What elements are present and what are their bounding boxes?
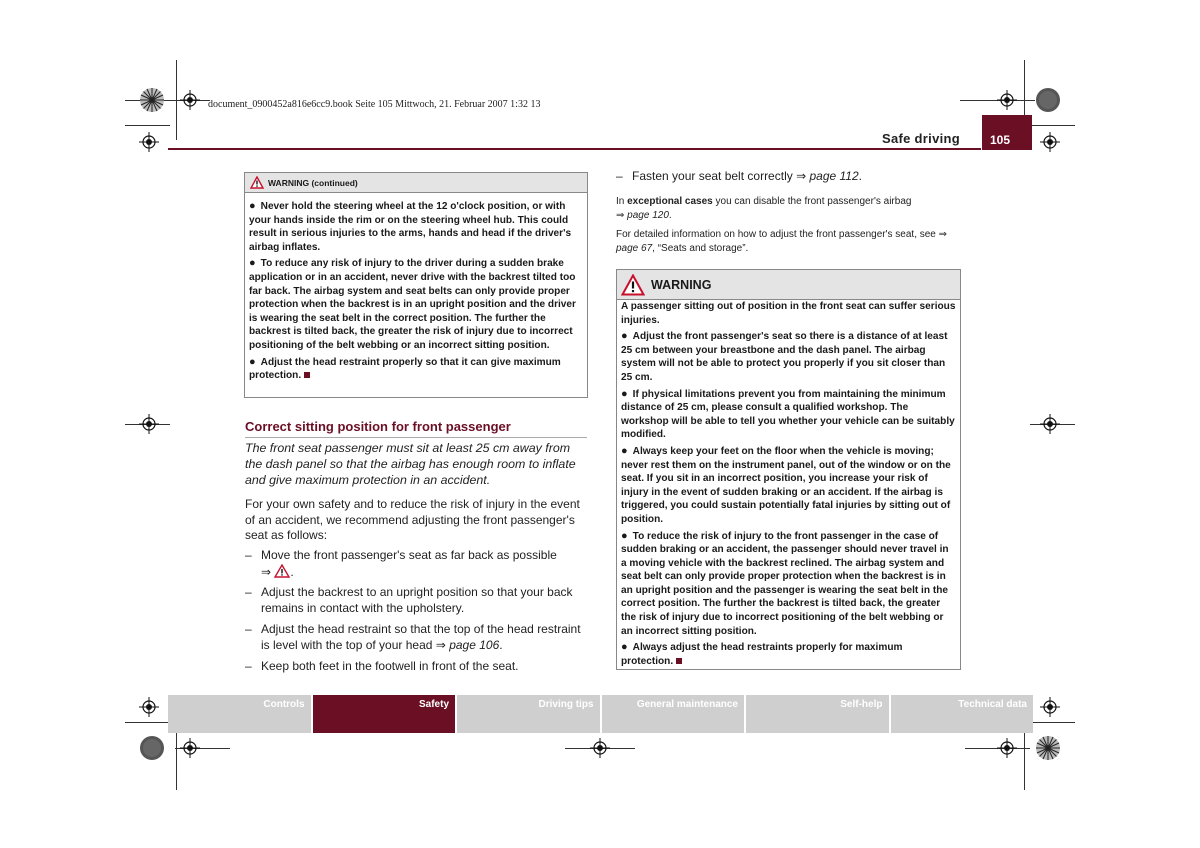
- page-reference-link[interactable]: page 106: [449, 637, 500, 652]
- warning-item: ● Adjust the front passenger's seat so there is a distance of at least 25 cm between your breastbone and the dash panel. The airbag system will not be able to protect you properly if you sit closer than 25 cm.: [621, 330, 948, 383]
- step-item: – Move the front passenger's seat as far back as possible ⇒ .: [245, 548, 557, 579]
- crop-line: [1030, 722, 1075, 723]
- warning-triangle-icon: [274, 564, 290, 578]
- sunburst-mark-icon: [1035, 87, 1061, 113]
- bullet: ●: [249, 200, 256, 212]
- tab-safety[interactable]: Safety: [313, 695, 456, 733]
- registration-mark-icon: [180, 738, 200, 758]
- paragraph: In exceptional cases you can disable the front passenger's airbag ⇒ page 120.: [616, 196, 912, 221]
- paragraph: For detailed information on how to adjust the front passenger's seat, see ⇒ page 67, “Seats and storage”.: [616, 229, 948, 254]
- warning-box: [616, 269, 961, 670]
- warning-item: ● To reduce the risk of injury to the front passenger in the case of sudden braking or an accident, the passenger should never travel in a moving vehicle with the backrest reclined. The airbag system and seat belt can only provide proper protection when the backrest is in an upright position and the passenger is wearing the seat belt in the correct position. The further the backrest is tilted back, the greater the risk of injury due to incorrect positioning of the belt webbing or an incorrect sitting position.: [621, 529, 949, 637]
- registration-mark-icon: [139, 132, 159, 152]
- page-reference-link[interactable]: page 112: [809, 169, 859, 183]
- warning-triangle-icon: [250, 176, 264, 189]
- warning-title: WARNING (continued): [268, 177, 358, 188]
- sunburst-mark-icon: [139, 87, 165, 113]
- registration-mark-icon: [590, 738, 610, 758]
- header-rule: [168, 148, 981, 150]
- warning-header: [617, 270, 960, 300]
- page-reference-link[interactable]: page 120: [627, 210, 669, 221]
- page-reference-link[interactable]: page 67: [616, 243, 653, 254]
- warning-item: ● To reduce any risk of injury to the driver during a sudden brake application or in an accident, never drive with the backrest tilted too far back. The airbag system and seat belts can only provide proper protection when the backrest is in an upright position and the driver is wearing the seat belt in the correct position. The further the backrest is tilted back, the greater the risk of injury due to incorrect positioning of the belt webbing or an incorrect sitting position.: [249, 257, 576, 351]
- end-square-icon: [304, 372, 310, 378]
- registration-mark-icon: [180, 90, 200, 110]
- bullet: ●: [249, 355, 256, 368]
- step-item: – Adjust the backrest to an upright position so that your back remains in contact with the upholstery.: [245, 585, 573, 615]
- registration-mark-icon: [1040, 414, 1060, 434]
- registration-mark-icon: [997, 90, 1017, 110]
- warning-title: WARNING: [651, 277, 712, 292]
- registration-mark-icon: [1040, 697, 1060, 717]
- tab-controls[interactable]: Controls: [168, 695, 311, 733]
- warning-item: ● If physical limitations prevent you from maintaining the minimum distance of 25 cm, please consult a qualified workshop. The workshop will be able to tell you whether your vehicle can be suitably modified.: [621, 387, 955, 441]
- registration-mark-icon: [139, 697, 159, 717]
- crop-line: [176, 60, 177, 140]
- warning-triangle-icon: [621, 274, 645, 296]
- warning-item: ● Always adjust the head restraints properly for maximum protection.: [621, 641, 903, 667]
- crop-line: [1030, 125, 1075, 126]
- page-number: 105: [989, 133, 1011, 147]
- sunburst-mark-icon: [1035, 735, 1061, 761]
- print-info-line: document_0900452a816e6cc9.book Seite 105 Mittwoch, 21. Februar 2007 1:32 13: [208, 99, 541, 110]
- tab-technical-data[interactable]: Technical data: [891, 695, 1034, 733]
- registration-mark-icon: [1040, 132, 1060, 152]
- tab-self-help[interactable]: Self-help: [746, 695, 889, 733]
- bullet: ●: [621, 330, 628, 343]
- registration-mark-icon: [997, 738, 1017, 758]
- section-body: For your own safety and to reduce the risk of injury in the event of an accident, we recommend adjusting the front passenger's seat as follows:: [245, 497, 580, 542]
- bullet: ●: [621, 444, 628, 457]
- warning-lead: A passenger sitting out of position in the front seat can suffer serious injuries.: [621, 301, 956, 326]
- step-item: – Adjust the head restraint so that the top of the head restraint is level with the top of your head ⇒ page 106.: [245, 622, 581, 652]
- end-square-icon: [676, 658, 682, 664]
- warning-item: ● Never hold the steering wheel at the 12 o'clock position, or with your hands inside the rim or on the steering wheel hub. This could result in serious injuries to the arms, hands and head if the driver's airbag inflates.: [249, 200, 572, 253]
- chapter-nav: [168, 695, 1033, 733]
- warning-item: ● Always keep your feet on the floor when the vehicle is moving; never rest them on the instrument panel, out of the window or on the seat. If you sit in an incorrect position, you increase your risk of injury in the event of sudden braking or an accident. If the airbag is triggered, you could sustain potentially fatal injuries by sitting out of position.: [621, 444, 951, 525]
- tab-general-maintenance[interactable]: General maintenance: [602, 695, 745, 733]
- section-intro: The front seat passenger must sit at least 25 cm away from the dash panel so that the airbag has enough room to inflate and give maximum protection in an accident.: [245, 441, 576, 487]
- warning-body: [245, 193, 587, 383]
- bullet: ●: [621, 529, 628, 542]
- bullet: ●: [621, 641, 628, 654]
- warning-header: [245, 173, 587, 193]
- warning-continued-box: [244, 172, 588, 398]
- sunburst-mark-icon: [139, 735, 165, 761]
- tab-driving-tips[interactable]: Driving tips: [457, 695, 600, 733]
- chapter-title: Safe driving: [881, 131, 960, 146]
- step-item: – Fasten your seat belt correctly ⇒ page 112.: [616, 169, 862, 183]
- bullet: ●: [249, 257, 256, 270]
- crop-line: [125, 722, 170, 723]
- crop-line: [125, 125, 170, 126]
- section-title: Correct sitting position for front passenger: [245, 419, 587, 438]
- step-item: – Keep both feet in the footwell in front of the seat.: [245, 659, 519, 673]
- warning-item: ● Adjust the head restraint properly so that it can give maximum protection.: [249, 355, 561, 382]
- registration-mark-icon: [139, 414, 159, 434]
- warning-body: [617, 300, 960, 668]
- bullet: ●: [621, 387, 628, 400]
